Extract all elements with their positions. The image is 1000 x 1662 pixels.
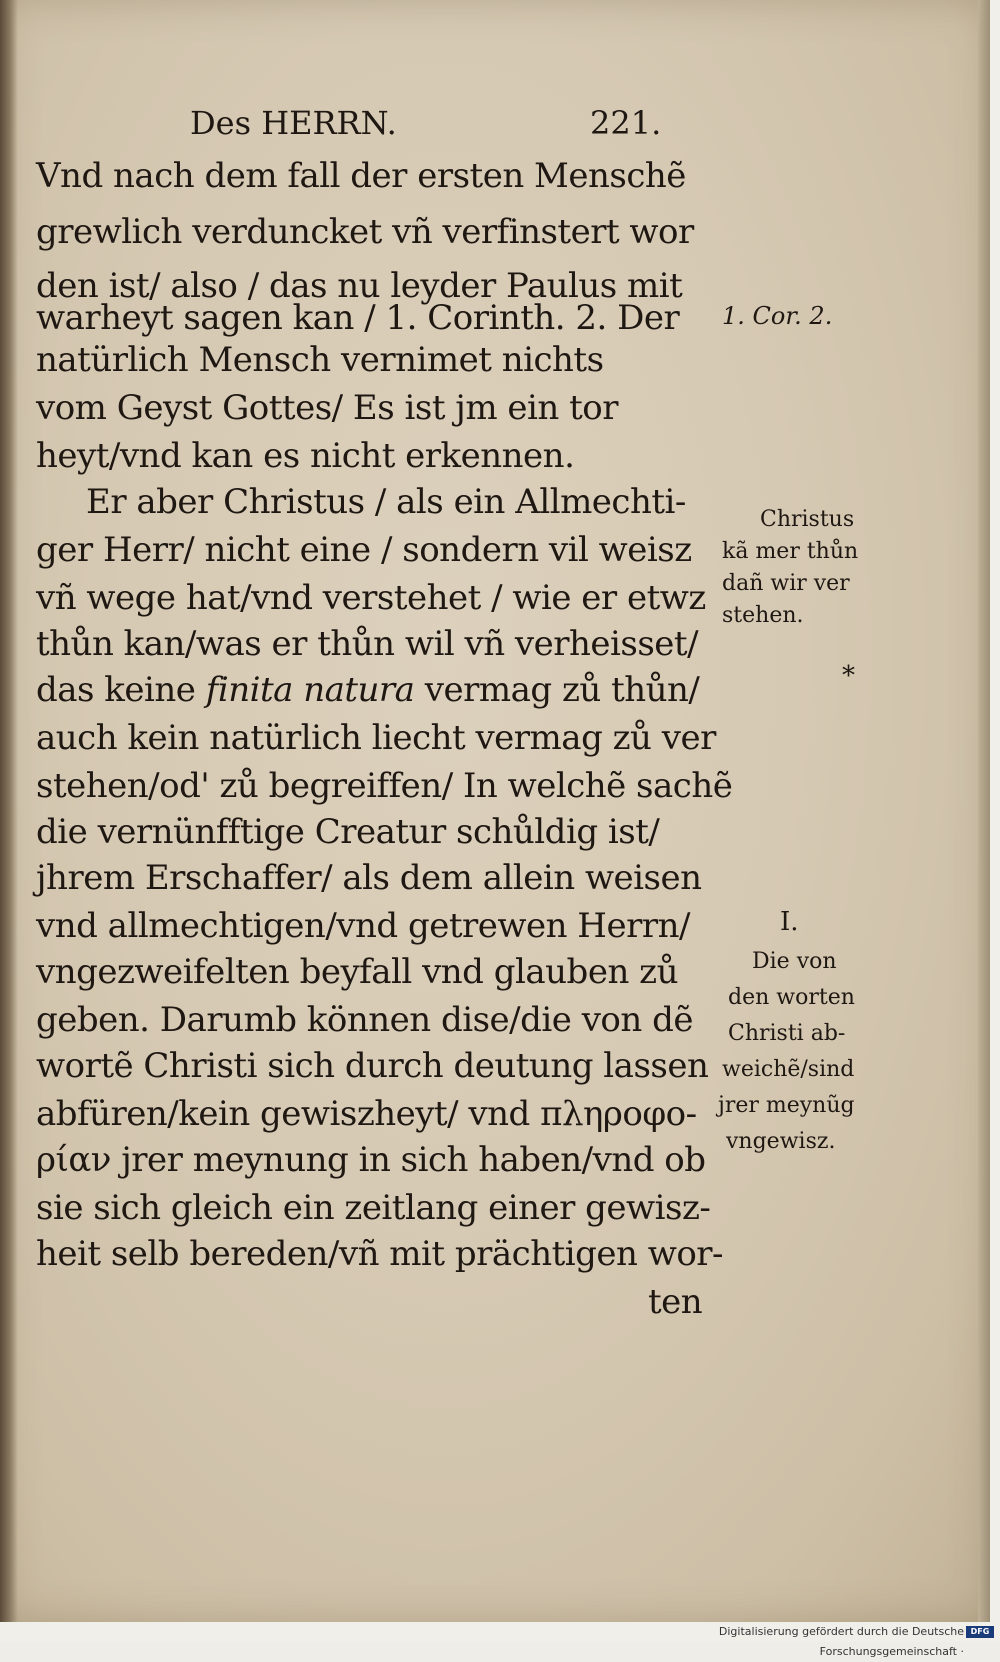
page-number: 221. [590,104,662,142]
text-fragment: das keine [36,670,196,710]
text-line: den ist/ also / das nu leyder Paulus mit [36,266,683,306]
text-line: thůn kan/was er thůn wil vñ verheisset/ [36,624,699,664]
text-line: auch kein natürlich liecht vermag zů ver [36,718,716,758]
text-line: ger Herr/ nicht eine / sondern vil weisz [36,530,692,570]
margin-note-line: weichẽ/sind [722,1057,855,1082]
text-line: grewlich verduncket vñ verfinstert wor [36,212,694,252]
text-line: wortẽ Christi sich durch deutung lassen [36,1046,709,1086]
text-line [36,666,699,714]
margin-note-line: kã mer thůn [722,539,859,564]
page-edge [978,0,990,1622]
margin-note-line: Christi ab- [728,1021,846,1046]
margin-note-line: den worten [728,985,855,1010]
text-line: jhrem Erschaffer/ als dem allein weisen [36,858,702,898]
running-title: Des HERRN. [190,104,397,142]
text-line: sie sich gleich ein zeitlang einer gewisz- [36,1188,711,1228]
text-fragment: vermag zů thůn/ [424,670,700,710]
margin-note-line: Christus [760,507,855,532]
margin-note-line: dañ wir ver [722,571,850,596]
margin-note-line: vngewisz. [726,1129,836,1154]
text-line: vom Geyst Gottes/ Es ist jm ein tor [36,388,618,428]
text-line: Er aber Christus / als ein Allmechti- [86,482,686,522]
margin-asterisk: * [842,661,855,691]
text-line: stehen/od' zů begreiffen/ In welchẽ sachẽ [36,766,733,806]
text-line: heyt/vnd kan es nicht erkennen. [36,436,575,476]
margin-note-line: Die von [752,949,837,974]
digitization-credit: Digitalisierung gefördert durch die Deutsche Forschungsgemeinschaft · [600,1622,1000,1642]
text-line: abfüren/kein gewiszheyt/ vnd πληροφο- [36,1094,697,1134]
text-line: vñ wege hat/vnd verstehet / wie er etwz [36,578,706,618]
text-line: geben. Darumb können dise/die von dẽ [36,1000,693,1040]
dfg-logo: DFG [966,1626,994,1638]
text-line: natürlich Mensch vernimet nichts [36,340,604,380]
catchword: ten [648,1282,703,1322]
text-line: die vernünfftige Creatur schůldig ist/ [36,812,660,852]
text-line: vnd allmechtigen/vnd getrewen Herrn/ [36,906,690,946]
book-spine-edge [0,0,18,1622]
text-line: vngezweifelten beyfall vnd glauben zů [36,952,678,992]
text-line: ρίαν jrer meynung in sich haben/vnd ob [36,1140,706,1180]
margin-note-line: stehen. [722,603,804,628]
margin-note-line: jrer meynũg [718,1093,855,1118]
margin-numeral: I. [780,907,799,937]
text-line: Vnd nach dem fall der ersten Menschẽ [36,156,686,196]
text-line: warheyt sagen kan / 1. Corinth. 2. Der [36,298,680,338]
text-line: heit selb bereden/vñ mit prächtigen wor- [36,1234,724,1274]
latin-phrase: finita natura [205,670,415,710]
margin-reference: 1. Cor. 2. [722,302,833,330]
